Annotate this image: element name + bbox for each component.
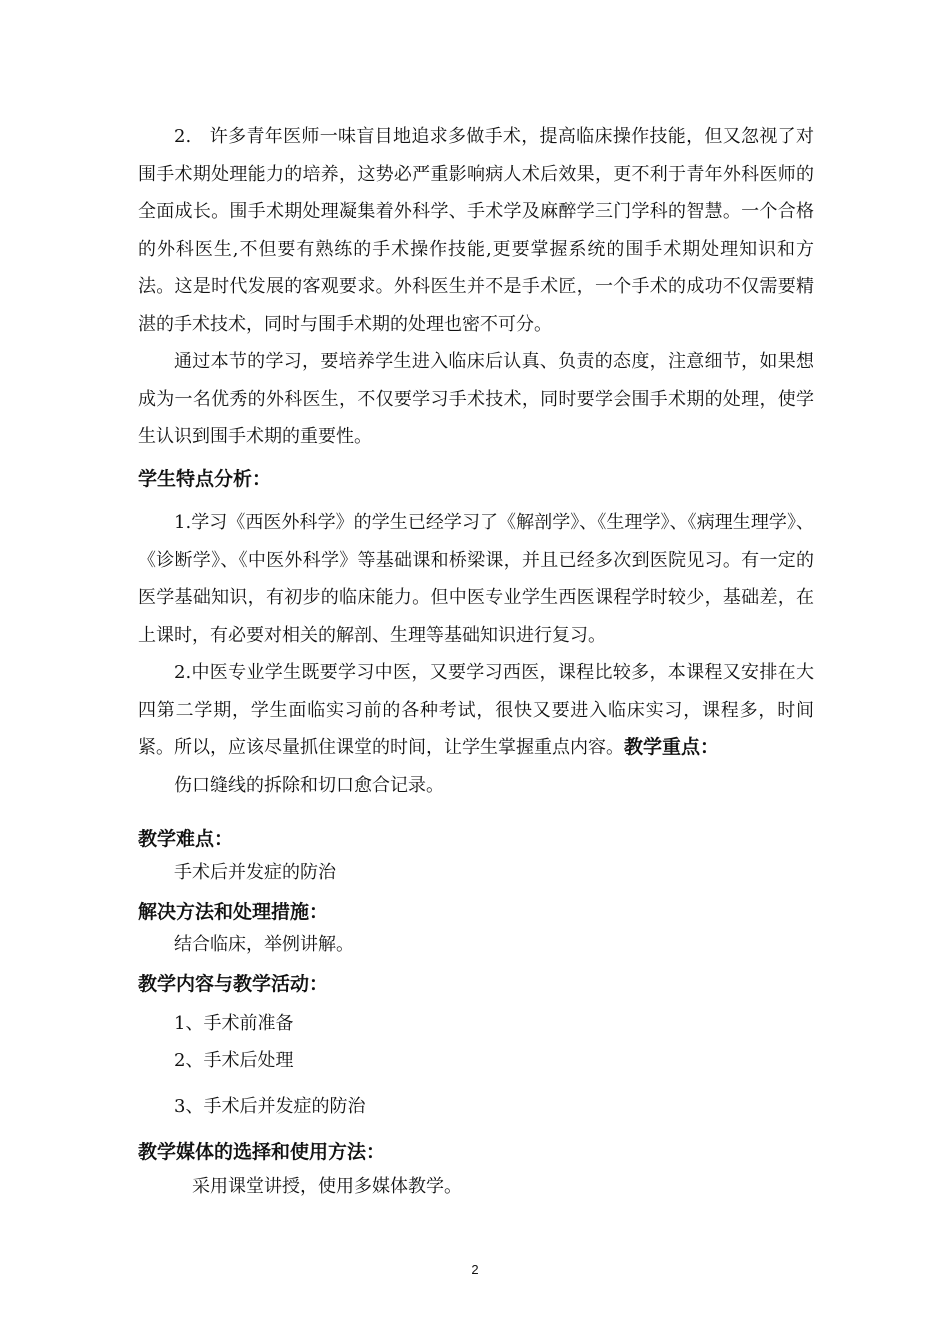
key-points-text: 伤口缝线的拆除和切口愈合记录。 [174,775,444,796]
heading-difficulties: 教学难点： [138,828,234,850]
methods-text: 结合临床，举例讲解。 [174,934,354,955]
paragraph-intro: 2. 许多青年医师一味盲目地追求多做手术，提高临床操作技能，但又忽视了对围手术期处理能力的培养，这势必严重影响病人术后效果，更不利于青年外科医师的全面成长。围手术期处理凝集着外科学、手术学及麻醉学三门学科的智慧。一个合格的外科医生,不但要有熟练的手术操作技能,更要掌握系统的围手术期处理知识和方法。这是时代发展的客观要求。外科医生并不是手术匠，一个手术的成功不仅需要精湛的手术技术，同时与围手术期的处理也密不可分。 [138,126,814,335]
heading-student-analysis: 学生特点分析： [138,468,272,490]
content-item-1: 1、手术前准备 [174,1013,294,1034]
heading-content: 教学内容与教学活动： [138,973,329,995]
heading-key-points: 教学重点： [624,736,720,758]
content-item-2: 2、手术后处理 [174,1050,294,1071]
paragraph-learning-goal: 通过本节的学习，要培养学生进入临床后认真、负责的态度，注意细节，如果想成为一名优秀的外科医生，不仅要学习手术技术，同时要学会围手术期的处理，使学生认识到围手术期的重要性。 [138,351,814,447]
student-analysis-item-2 [138,654,814,767]
content-item-3: 3、手术后并发症的防治 [174,1096,366,1117]
student-analysis-item-2-text: 2.中医专业学生既要学习中医，又要学习西医，课程比较多，本课程又安排在大四第二学期，学生面临实习前的各种考试，很快又要进入临床实习，课程多，时间紧。所以，应该尽量抓住课堂的时间，让学生掌握重点内容。 [138,662,814,758]
student-analysis-item-1: 1.学习《西医外科学》的学生已经学习了《解剖学》、《生理学》、《病理生理学》、《诊断学》、《中医外科学》等基础课和桥梁课，并且已经多次到医院见习。有一定的医学基础知识，有初步的临床能力。但中医专业学生西医课程学时较少，基础差，在上课时，有必要对相关的解剖、生理等基础知识进行复习。 [138,512,814,646]
heading-methods: 解决方法和处理措施： [138,901,329,923]
page-number: 2 [471,1262,479,1277]
heading-media: 教学媒体的选择和使用方法： [138,1141,386,1163]
media-text: 采用课堂讲授，使用多媒体教学。 [192,1176,462,1197]
difficulties-text: 手术后并发症的防治 [174,862,336,883]
